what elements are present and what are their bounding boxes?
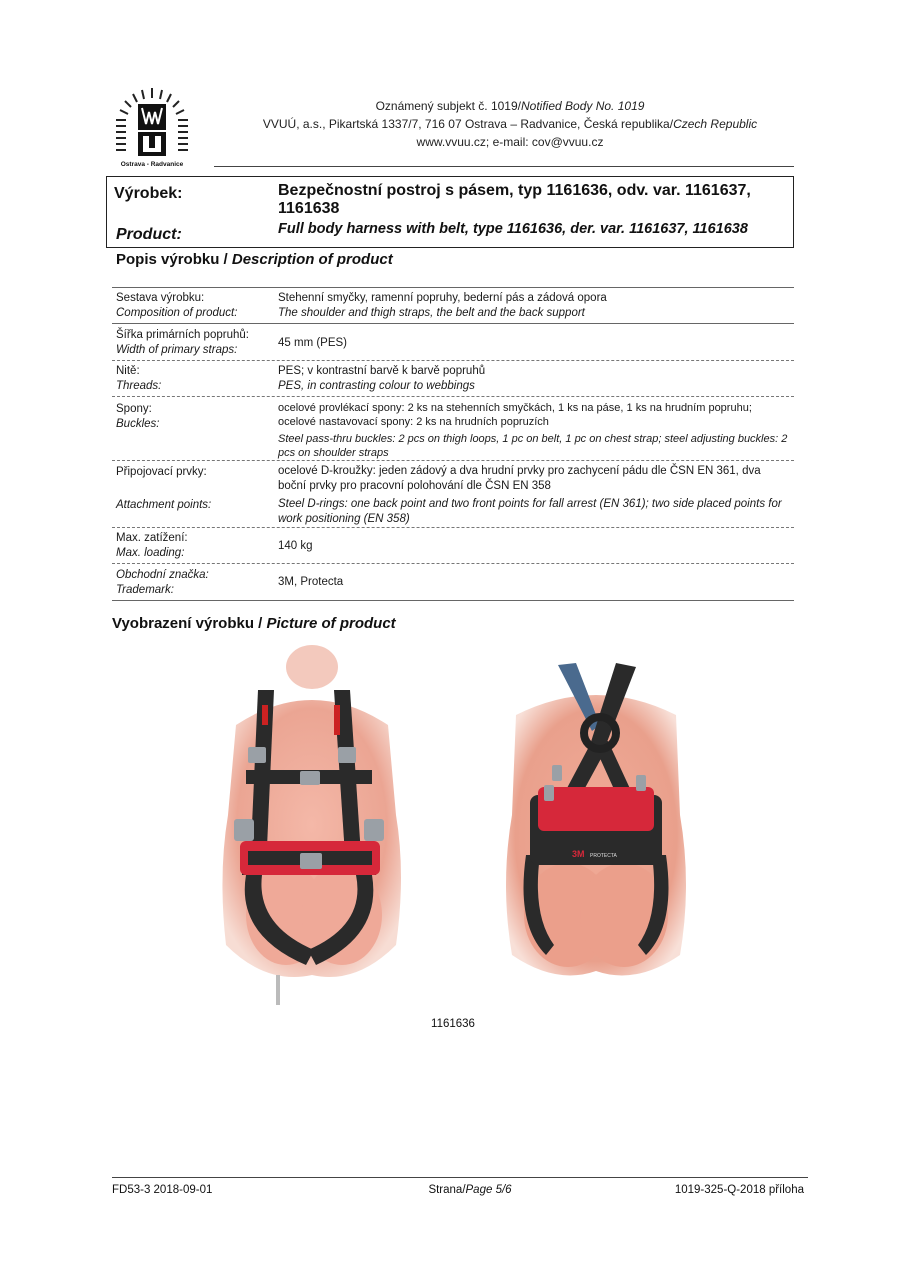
value-cz: ocelové D-kroužky: jeden zádový a dva hrudní prvky pro zachycení pádu dle ČSN EN 361, dva boční prvky pro pracovní polohování dle ČSN EN 358 xyxy=(278,465,761,492)
label-en: Buckles: xyxy=(116,418,160,430)
footer-divider xyxy=(112,1177,808,1178)
address-cz: VVUÚ, a.s., Pikartská 1337/7, 716 07 Ostrava – Radvanice, Česká republika/ xyxy=(262,117,674,131)
row-buckles-label xyxy=(116,402,274,432)
row-divider xyxy=(112,323,794,324)
label-cz: Sestava výrobku: xyxy=(116,292,205,304)
row-trademark-value: 3M, Protecta xyxy=(278,576,344,588)
label-cz: Šířka primárních popruhů: xyxy=(116,329,249,341)
table-bottom-rule xyxy=(112,600,794,601)
product-name-cz: Bezpečnostní postroj s pásem, typ 1161636, odv. var. 1161637, 1161638 xyxy=(278,182,751,217)
picture-caption: 1161636 xyxy=(431,1018,475,1030)
belt-subbrand: PROTECTA xyxy=(590,853,617,859)
picture-title xyxy=(112,615,396,632)
address-en: Czech Republic xyxy=(673,117,758,131)
row-divider xyxy=(112,460,794,461)
value-cz: ocelové provlékací spony: 2 ks na stehenních smyčkách, 1 ks na pásе, 1 ks na hrudním popruhu; ocelové nastavovací spony: 2 ks na hrudních popruzích xyxy=(278,402,752,428)
value-en: The shoulder and thigh straps, the belt and the back support xyxy=(278,307,585,319)
value-cz: PES; v kontrastní barvě k barvě popruhů xyxy=(278,365,486,377)
footer-page-number xyxy=(380,1184,560,1196)
contact-line: www.vvuu.cz; e-mail: cov@vvuu.cz xyxy=(416,135,604,149)
value-cz: Stehenní smyčky, ramenní popruhy, bederní pás a zádová opora xyxy=(278,292,607,304)
footer-document-ref: 1019-325-Q-2018 příloha xyxy=(674,1184,804,1196)
notified-body-header xyxy=(230,97,790,151)
description-title xyxy=(116,251,393,268)
header-divider xyxy=(214,166,794,167)
row-width-value: 45 mm (PES) xyxy=(278,337,348,349)
label-en: Trademark: xyxy=(116,584,174,596)
notified-body-line xyxy=(230,97,790,115)
picture-title-en: Picture of product xyxy=(266,615,396,632)
harness-back-photo xyxy=(496,645,696,990)
value-en: PES, in contrasting colour to webbings xyxy=(278,380,475,392)
description-title-cz: Popis výrobku / xyxy=(116,251,232,268)
label-en: Width of primary straps: xyxy=(116,344,238,356)
notified-cz: Oznámený subjekt č. 1019/ xyxy=(375,99,521,113)
row-loading-label xyxy=(116,531,274,561)
row-trademark-label xyxy=(116,568,274,598)
notified-en: Notified Body No. 1019 xyxy=(521,99,645,113)
row-buckles-value xyxy=(278,401,790,460)
row-divider xyxy=(112,563,794,564)
harness-front-photo xyxy=(196,645,436,1015)
address-line xyxy=(230,115,790,133)
value-en: Steel pass-thru buckles: 2 pcs on thigh loops, 1 pc on belt, 1 pc on chest strap; steel adjusting buckles: 2 pcs on shoulder straps xyxy=(278,433,788,459)
table-top-rule xyxy=(112,287,794,288)
page-label-cz: Strana/ xyxy=(428,1184,466,1196)
logo-caption: Ostrava - Radvanice xyxy=(120,161,184,168)
label-cz: Max. zatížení: xyxy=(116,532,188,544)
row-threads-label xyxy=(116,364,274,394)
label-cz: Spony: xyxy=(116,403,152,415)
value-en: Steel D-rings: one back point and two front points for fall arrest (EN 361); two side placed points for work positioning (EN 358) xyxy=(278,498,782,525)
row-composition-label xyxy=(116,291,274,321)
row-divider xyxy=(112,360,794,361)
label-en: Attachment points: xyxy=(116,499,212,511)
product-label-en: Product: xyxy=(116,226,182,243)
product-name-en: Full body harness with belt, type 1161636, der. var. 1161637, 1161638 xyxy=(278,221,748,237)
row-attachment-label xyxy=(116,465,274,513)
footer-form-code: FD53-3 2018-09-01 xyxy=(112,1184,213,1196)
label-cz: Obchodní značka: xyxy=(116,569,209,581)
page-label-en: Page 5/6 xyxy=(465,1184,512,1196)
row-threads-value xyxy=(278,364,790,394)
belt-brand: 3M xyxy=(572,849,585,859)
row-composition-value xyxy=(278,291,790,321)
picture-title-cz: Vyobrazení výrobku / xyxy=(112,615,267,632)
label-en: Max. loading: xyxy=(116,547,185,559)
label-en: Threads: xyxy=(116,380,162,392)
vvuu-logo xyxy=(112,84,192,170)
row-loading-value: 140 kg xyxy=(278,540,313,552)
label-cz: Připojovací prvky: xyxy=(116,466,207,478)
label-en: Composition of product: xyxy=(116,307,238,319)
row-attachment-value xyxy=(278,464,790,527)
row-divider xyxy=(112,527,794,528)
product-label-cz: Výrobek: xyxy=(114,185,183,202)
label-cz: Nitě: xyxy=(116,365,140,377)
row-width-label xyxy=(116,328,274,358)
description-title-en: Description of product xyxy=(231,251,393,268)
row-divider xyxy=(112,396,794,397)
